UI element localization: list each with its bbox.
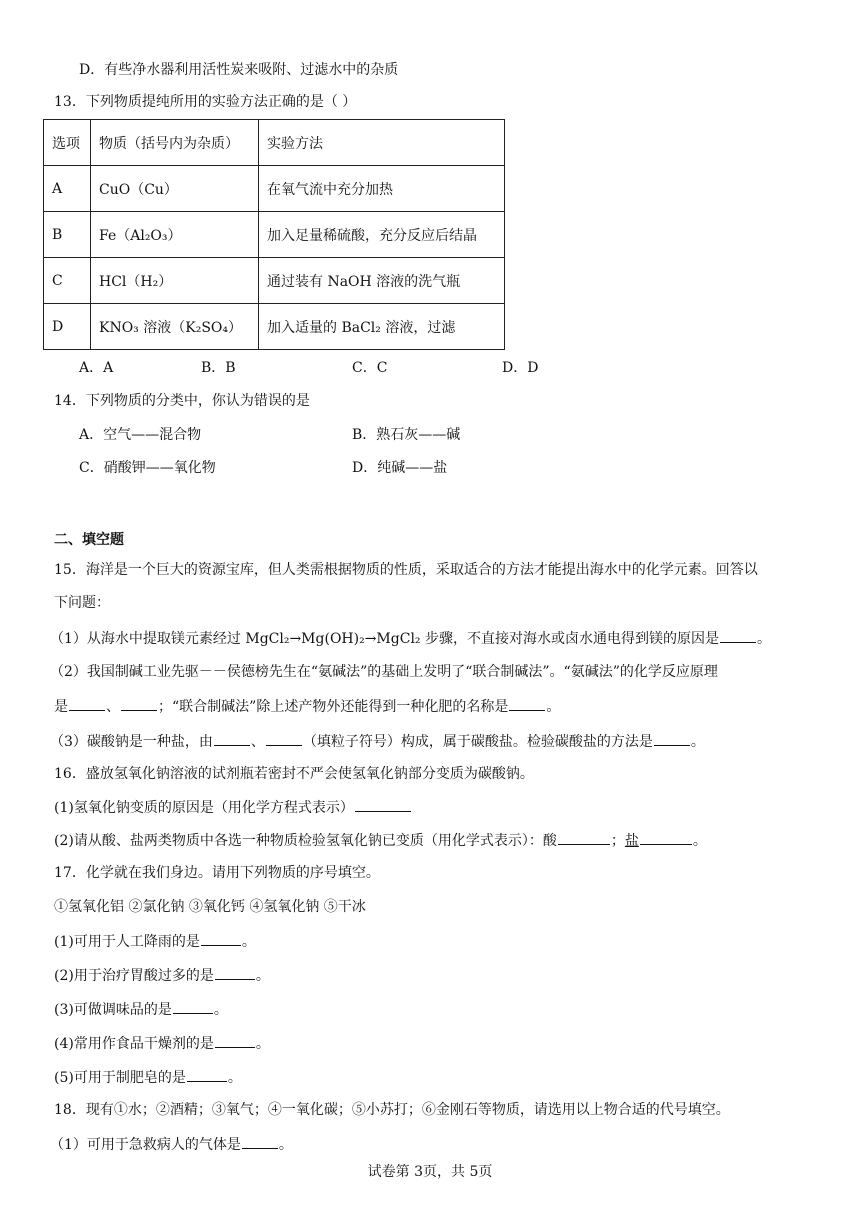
table-cell: HCl（H₂） <box>91 258 259 304</box>
q13-choice-a: A．A <box>79 360 114 376</box>
answer-blank[interactable] <box>201 931 241 946</box>
table-cell: A <box>44 166 91 212</box>
table-header-cell: 实验方法 <box>259 120 505 166</box>
q14-choice-b: B．熟石灰——碱 <box>352 427 461 443</box>
answer-blank[interactable] <box>187 1067 227 1082</box>
q17-item: (1)可用于人工降雨的是 。 <box>54 931 256 952</box>
q15-part1: （1）从海水中提取镁元素经过 MgCl₂→Mg(OH)₂→MgCl₂ 步骤，不直接对海水或卤水通电得到镁的原因是 。 <box>50 628 771 649</box>
table-row <box>44 212 505 258</box>
q17-item: (5)可用于制肥皂的是 。 <box>54 1067 242 1088</box>
answer-blank[interactable] <box>215 1033 255 1048</box>
table-cell: KNO₃ 溶液（K₂SO₄） <box>91 304 259 350</box>
q18-part1: （1）可用于急救病人的气体是 。 <box>50 1134 293 1155</box>
q16-stem: 16．盛放氢氧化钠溶液的试剂瓶若密封不严会使氢氧化钠部分变质为碳酸钠。 <box>54 766 534 782</box>
q13-stem: 13．下列物质提纯所用的实验方法正确的是（ ） <box>54 94 357 110</box>
page-footer: 试卷第 3页，共 5页 <box>367 1164 493 1180</box>
q13-choice-c: C．C <box>352 360 388 376</box>
q15-part3: （3）碳酸钠是一种盐，由 、 （填粒子符号）构成，属于碳酸盐。检验碳酸盐的方法是 。 <box>50 731 705 752</box>
q12-option-d: D．有些净水器利用活性炭来吸附、过滤水中的杂质 <box>79 62 399 78</box>
answer-blank[interactable] <box>558 830 610 845</box>
q13-options-table <box>43 119 505 350</box>
q17-substance-list: ①氢氧化铝 ②氯化钠 ③氧化钙 ④氢氧化钠 ⑤干冰 <box>54 899 366 915</box>
table-row <box>44 166 505 212</box>
q15-part2-line2: 是 、 ；“联合制碱法”除上述产物外还能得到一种化肥的名称是 。 <box>54 696 560 717</box>
q17-item: (2)用于治疗胃酸过多的是 。 <box>54 965 270 986</box>
table-cell: 加入足量稀硫酸，充分反应后结晶 <box>259 212 505 258</box>
q13-choice-d: D．D <box>502 360 539 376</box>
answer-blank[interactable] <box>242 1134 278 1149</box>
q15-part2-line1: （2）我国制碱工业先驱－－侯德榜先生在“氨碱法”的基础上发明了“联合制碱法”。“氨碱法”的化学反应原理 <box>50 664 718 680</box>
q16-part2: (2)请从酸、盐两类物质中各选一种物质检验氢氧化钠已变质（用化学式表示）：酸 ；盐 。 <box>54 830 707 851</box>
q17-item: (4)常用作食品干燥剂的是 。 <box>54 1033 270 1054</box>
table-header-cell: 选项 <box>44 120 91 166</box>
table-cell: 加入适量的 BaCl₂ 溶液，过滤 <box>259 304 505 350</box>
table-row <box>44 304 505 350</box>
table-cell: C <box>44 258 91 304</box>
answer-blank[interactable] <box>640 830 692 845</box>
answer-blank[interactable] <box>173 999 213 1014</box>
answer-blank[interactable] <box>509 696 545 711</box>
answer-blank[interactable] <box>654 731 690 746</box>
q17-stem: 17．化学就在我们身边。请用下列物质的序号填空。 <box>54 865 380 881</box>
q16-part1: (1)氢氧化钠变质的原因是（用化学方程式表示） <box>54 797 412 818</box>
q15-stem-line1: 15．海洋是一个巨大的资源宝库，但人类需根据物质的性质，采取适合的方法才能提出海水中的化学元素。回答以 <box>54 562 758 578</box>
q14-choice-a: A．空气——混合物 <box>79 427 202 443</box>
q15-stem-line2: 下问题： <box>54 595 110 611</box>
table-row <box>44 258 505 304</box>
table-cell: D <box>44 304 91 350</box>
q13-choice-b: B．B <box>201 360 236 376</box>
table-header-row <box>44 120 505 166</box>
answer-blank[interactable] <box>121 696 157 711</box>
answer-blank[interactable] <box>720 628 756 643</box>
q14-choice-d: D．纯碱——盐 <box>352 460 448 476</box>
answer-blank[interactable] <box>266 731 302 746</box>
q14-stem: 14．下列物质的分类中，你认为错误的是 <box>54 393 310 409</box>
table-cell: 通过装有 NaOH 溶液的洗气瓶 <box>259 258 505 304</box>
answer-blank[interactable] <box>69 696 105 711</box>
table-cell: 在氧气流中充分加热 <box>259 166 505 212</box>
section-title: 二、填空题 <box>54 532 124 548</box>
table-cell: CuO（Cu） <box>91 166 259 212</box>
q17-item: (3)可做调味品的是 。 <box>54 999 228 1020</box>
answer-blank[interactable] <box>214 731 250 746</box>
q14-choice-c: C．硝酸钾——氧化物 <box>79 460 216 476</box>
table-header-cell: 物质（括号内为杂质） <box>91 120 259 166</box>
table-cell: Fe（Al₂O₃） <box>91 212 259 258</box>
q18-stem: 18．现有①水；②酒精；③氧气；④一氧化碳；⑤小苏打；⑥金刚石等物质，请选用以上物合适的代号填空。 <box>54 1102 730 1118</box>
answer-blank[interactable] <box>215 965 255 980</box>
answer-blank[interactable] <box>355 797 411 812</box>
table-cell: B <box>44 212 91 258</box>
